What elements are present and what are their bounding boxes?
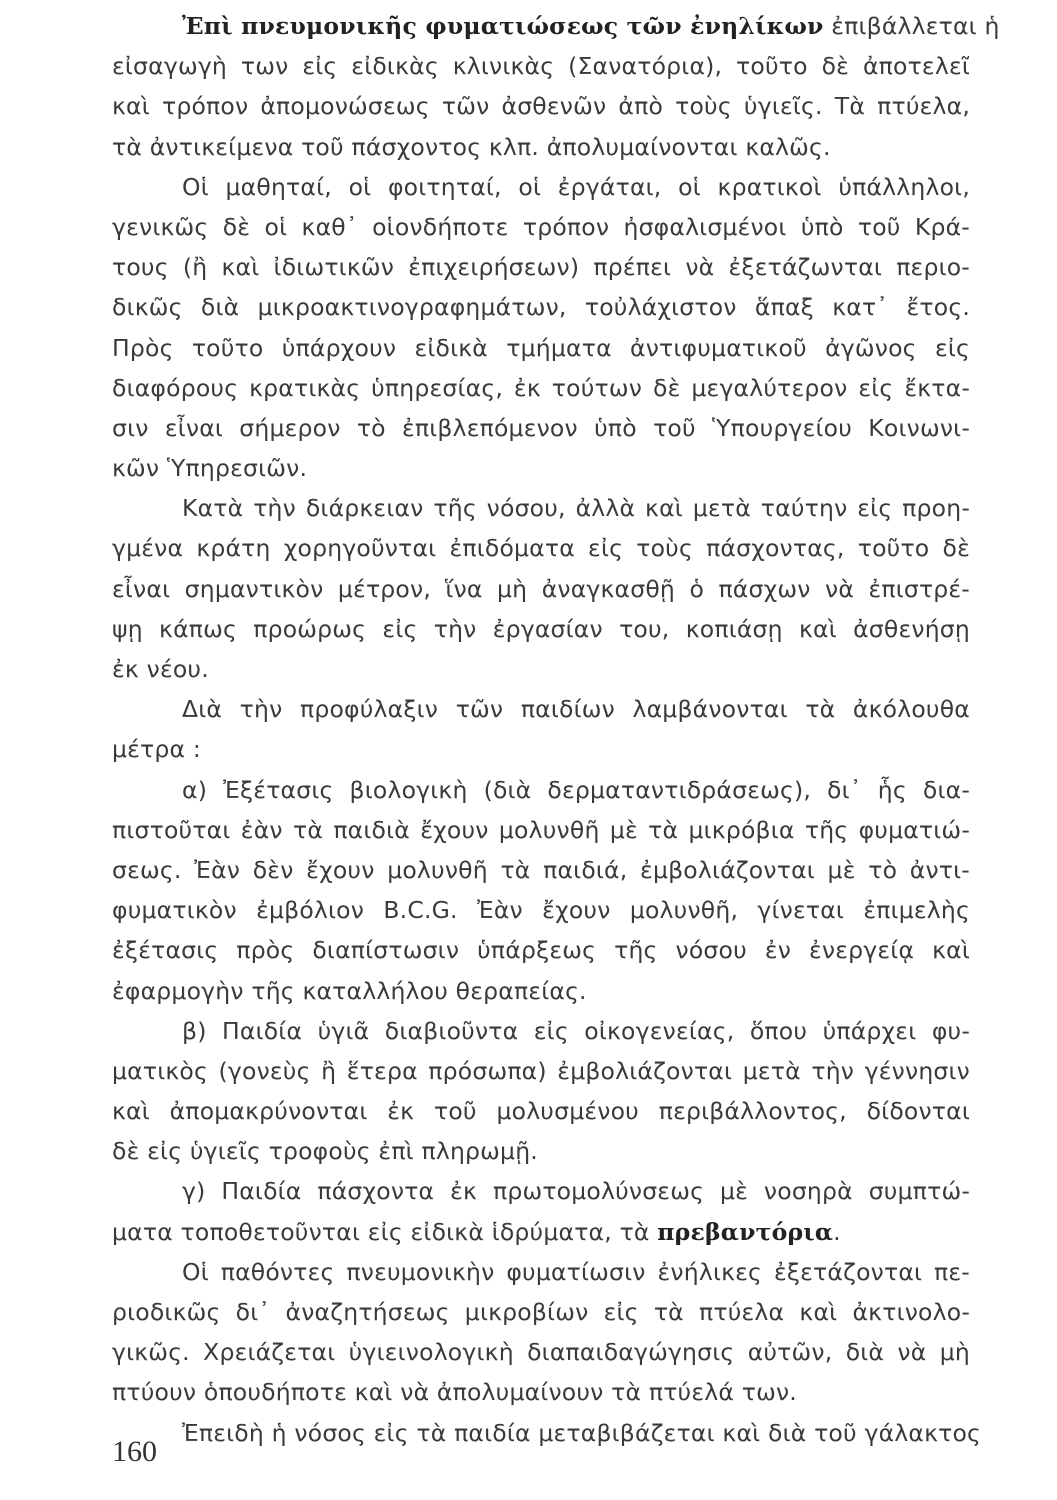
text-run: γικῶς. Χρειάζεται ὑγιεινολογικὴ διαπαιδαγώγησις αὐτῶν, διὰ νὰ μὴ [112,1338,970,1367]
text-run: φυματικὸν ἐμβόλιον B.C.G. Ἐὰν ἔχουν μολυνθῆ, γίνεται ἐπιμελὴς [112,896,970,925]
text-line [112,1131,970,1171]
text-line [112,287,970,327]
text-line [112,6,1000,46]
text-run: γενικῶς δὲ οἱ καθ᾽ οἱονδήποτε τρόπον ἠσφαλισμένοι ὑπὸ τοῦ Κρά- [112,212,970,241]
text-run: πιστοῦται ἐὰν τὰ παιδιὰ ἔχουν μολυνθῆ μὲ τὰ μικρόβια τῆς φυματιώ- [112,815,970,844]
paragraph [112,1413,982,1453]
text-run: ἐπιβάλλεται ἡ [823,12,1000,40]
text-run: γ) Παιδία πάσχοντα ἐκ πρωτομολύνσεως μὲ νοσηρὰ συμπτώ- [182,1177,970,1206]
text-run: ματα τοποθετοῦνται εἰς εἰδικὰ ἱδρύματα, τὰ [112,1217,658,1246]
text-line [112,1372,970,1412]
text-line [112,850,970,890]
text-run: τὰ ἀντικείμενα τοῦ πάσχοντος κλπ. ἀπολυμαίνονται καλῶς. [112,132,831,161]
text-run: καὶ τρόπον ἀπομονώσεως τῶν ἀσθενῶν ἀπὸ τοὺς ὑγιεῖς. Τὰ πτύελα, [112,92,970,121]
text-line [112,46,970,86]
text-line [112,1332,970,1372]
text-line [112,770,970,810]
text-line [112,971,970,1011]
text-line [112,1171,970,1211]
text-run: σιν εἶναι σήμερον τὸ ἐπιβλεπόμενον ὑπὸ τοῦ Ὑπουργείου Κοινωνι- [112,413,970,442]
text-run: εἰσαγωγὴ των εἰς εἰδικὰς κλινικὰς (Σανατόρια), τοῦτο δὲ ἀποτελεῖ [112,52,970,81]
text-line [112,1051,970,1091]
text-line [112,890,970,930]
paragraph [112,689,970,769]
text-line [112,1252,970,1292]
text-run: ματικὸς (γονεὺς ἢ ἕτερα πρόσωπα) ἐμβολιάζονται μετὰ τὴν γέννησιν [112,1056,970,1085]
text-run: σεως. Ἐὰν δὲν ἔχουν μολυνθῆ τὰ παιδιά, ἐμβολιάζονται μὲ τὸ ἀντι- [112,855,970,884]
text-line [112,1091,970,1131]
text-run: Οἱ μαθηταί, οἱ φοιτηταί, οἱ ἐργάται, οἱ κρατικοὶ ὑπάλληλοι, [182,172,970,201]
text-run: ἐκ νέου. [112,655,209,683]
text-run: τους (ἢ καὶ ἰδιωτικῶν ἐπιχειρήσεων) πρέπει νὰ ἐξετάζωνται περιο- [112,253,970,282]
text-line [112,1011,970,1051]
paragraph [112,1011,970,1172]
bold-term: πρεβαντόρια [657,1217,834,1246]
text-run: Κατὰ τὴν διάρκειαν τῆς νόσου, ἀλλὰ καὶ μετὰ ταύτην εἰς προη- [182,494,970,523]
paragraph [112,6,1000,167]
text-line [112,649,970,689]
paragraph [112,770,970,1011]
text-run: διαφόρους κρατικὰς ὑπηρεσίας, ἐκ τούτων δὲ μεγαλύτερον εἰς ἔκτα- [112,373,970,402]
page-body [112,6,1000,1453]
text-run: Πρὸς τοῦτο ὑπάρχουν εἰδικὰ τμήματα ἀντιφυματικοῦ ἀγῶνος εἰς [112,333,970,362]
text-run: Οἱ παθόντες πνευμονικὴν φυματίωσιν ἐνήλικες ἐξετάζονται πε- [182,1257,970,1286]
text-line [112,448,970,488]
text-run: δικῶς διὰ μικροακτινογραφημάτων, τοὐλάχιστον ἅπαξ κατ᾽ ἔτος. [112,293,970,322]
text-line [112,1292,970,1332]
paragraph [112,167,970,489]
text-run: γμένα κράτη χορηγοῦνται ἐπιδόματα εἰς τοὺς πάσχοντας, τοῦτο δὲ [112,534,970,563]
text-line [112,368,970,408]
text-line [112,1212,970,1252]
text-run: . [833,1217,841,1246]
text-run: κῶν Ὑπηρεσιῶν. [112,454,308,483]
text-line [112,729,970,769]
text-run: δὲ εἰς ὑγιεῖς τροφοὺς ἐπὶ πληρωμῇ. [112,1137,538,1166]
paragraph [112,1171,970,1251]
text-line [112,930,970,970]
text-run: α) Ἐξέτασις βιολογικὴ (διὰ δερματαντιδράσεως), δι᾽ ἧς δια- [182,775,970,804]
text-line [112,569,970,609]
text-line [112,810,970,850]
text-run: ἐξέτασις πρὸς διαπίστωσιν ὑπάρξεως τῆς νόσου ἐν ἐνεργείᾳ καὶ [112,936,970,965]
text-run: Διὰ τὴν προφύλαξιν τῶν παιδίων λαμβάνονται τὰ ἀκόλουθα [182,695,970,724]
text-run: ἐφαρμογὴν τῆς καταλλήλου θεραπείας. [112,976,587,1005]
text-run: καὶ ἀπομακρύνονται ἐκ τοῦ μολυσμένου περιβάλλοντος, δίδονται [112,1097,970,1126]
paragraph [112,1252,970,1413]
text-run: πτύουν ὁπουδήποτε καὶ νὰ ἀπολυμαίνουν τὰ πτύελά των. [112,1378,797,1407]
text-line [112,609,970,649]
text-line [112,488,970,528]
paragraph [112,488,970,689]
text-run: μέτρα : [112,735,201,764]
page-number: 160 [112,1435,157,1468]
text-run: β) Παιδία ὑγιᾶ διαβιοῦντα εἰς οἰκογενείας, ὅπου ὑπάρχει φυ- [182,1016,970,1045]
text-run: ψῃ κάπως προώρως εἰς τὴν ἐργασίαν του, κοπιάσῃ καὶ ἀσθενήσῃ [112,614,970,643]
text-line [112,127,970,167]
text-line [112,247,970,287]
text-line [112,1413,982,1453]
text-line [112,689,970,729]
text-run: Ἐπειδὴ ἡ νόσος εἰς τὰ παιδία μεταβιβάζεται καὶ διὰ τοῦ γάλακτος [182,1418,982,1447]
text-run: ριοδικῶς δι᾽ ἀναζητήσεως μικροβίων εἰς τὰ πτύελα καὶ ἀκτινολο- [112,1298,970,1326]
text-line [112,328,970,368]
text-line [112,408,970,448]
text-line [112,528,970,568]
text-line [112,86,970,126]
text-line [112,167,970,207]
text-run: εἶναι σημαντικὸν μέτρον, ἵνα μὴ ἀναγκασθῇ ὁ πάσχων νὰ ἐπιστρέ- [112,574,970,603]
text-line [112,207,970,247]
bold-term: Ἐπὶ πνευμονικῆς φυματιώσεως τῶν ἐνηλίκων [182,12,824,40]
